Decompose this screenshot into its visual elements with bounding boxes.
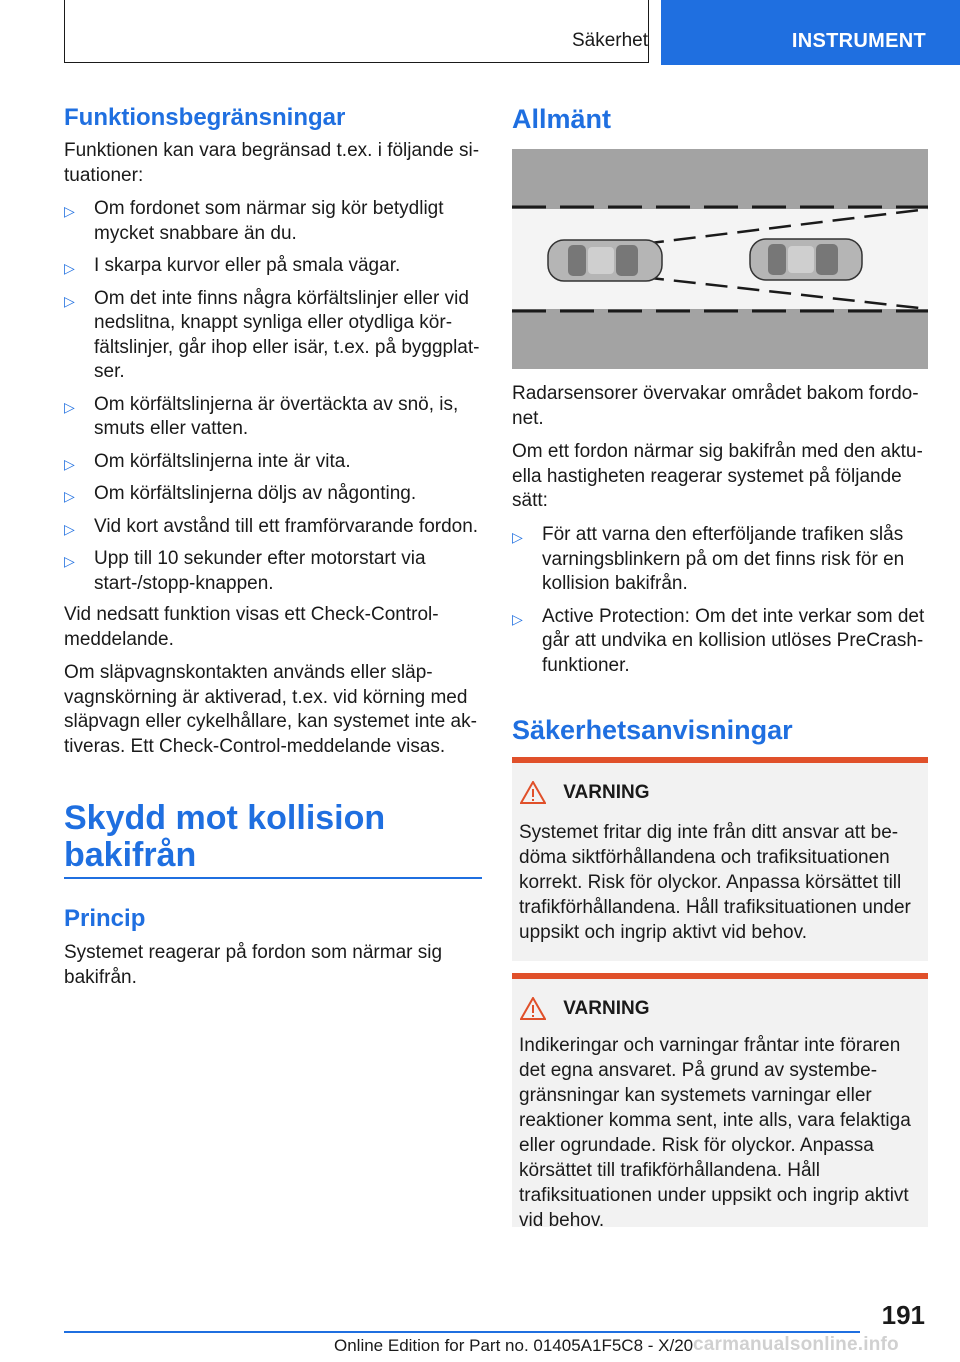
warning-text: Systemet fritar dig inte från ditt ansvar att bedöma siktförhållandena och trafiksituationen korrekt. Risk för olyckor. Anpassa körsättet till trafikförhållandena. Håll trafiksituationen under uppsikt och ingrip aktivt vid behov. (519, 822, 911, 943)
triangle-bullet-icon: ▷ (64, 488, 75, 504)
principle-text: Systemet reagerar på fordon som närmar sig bakifrån. (64, 942, 443, 988)
header-section-title: Säkerhet (571, 30, 648, 51)
warning-bar (512, 757, 928, 763)
list-item: ▷ Om fordonet som närmar sig kör betydligt mycket snabbare än du. (64, 198, 444, 244)
list-item: ▷ För att varna den efterföljande trafiken slås varningsblinkern på om det finns risk för en kollision bakifrån. (512, 524, 905, 594)
list-item: ▷ Om körfältslinjerna inte är vita. (64, 450, 482, 475)
general-paragraph-2: Om ett fordon närmar sig bakifrån med den aktuella hastigheten reagerar systemet på följande sätt: (512, 441, 923, 511)
warning-text: Indikeringar och varningar fråntar inte föraren det egna ansvaret. På grund av systembegränsningar kan systemets varningar eller reaktioner komma sent, inte alls, vara felaktiga eller ogrundade. Risk för olyckor. Anpassa körsättet till trafikförhållandena. Håll trafiksituationen under uppsikt och ingrip aktivt vid behov. (519, 1035, 911, 1231)
triangle-bullet-icon: ▷ (64, 455, 75, 472)
warning-header (520, 997, 650, 1020)
list-item: ▷ Upp till 10 sekunder efter motorstart via start-/stopp-knappen. (64, 548, 426, 594)
general-paragraph-1: Radarsensorer övervakar området bakom fordonet. (512, 383, 919, 429)
header-chapter-tab[interactable]: INSTRUMENT (661, 0, 960, 65)
main-heading: Skydd mot kollision bakifrån (64, 799, 386, 874)
limits-list (64, 197, 482, 604)
header-frame (64, 0, 649, 63)
triangle-bullet-icon: ▷ (512, 529, 523, 545)
warning-label: VARNING (563, 781, 650, 803)
watermark: carmanualsonline.info (693, 1334, 899, 1355)
heading-rule (64, 877, 482, 879)
triangle-bullet-icon: ▷ (64, 398, 75, 415)
triangle-bullet-icon: ▷ (64, 203, 75, 219)
page-number: 191 (881, 1300, 925, 1330)
limits-paragraph-1: Vid nedsatt funktion visas ett Check-Control-meddelande. (64, 604, 439, 650)
list-item: ▷ Active Protection: Om det inte verkar som det går att undvika en kollision utlöses PreCrash-funktioner. (512, 605, 925, 676)
warning-header (520, 781, 650, 804)
triangle-bullet-icon: ▷ (64, 260, 75, 276)
road-cars-illustration (512, 149, 928, 369)
list-item: ▷ Vid kort avstånd till ett framförvarande fordon. (64, 515, 482, 540)
warning-box-2 (512, 973, 928, 1231)
safety-heading: Säkerhetsanvisningar (512, 715, 793, 745)
triangle-bullet-icon: ▷ (512, 610, 523, 627)
warning-triangle-icon (520, 781, 546, 804)
list-item: ▷ Om det inte finns några körfältslinjer eller vid nedslitna, knappt synliga eller otydliga körfältslinjer, går ihop eller isär, t.ex. på byggplatser. (64, 287, 480, 382)
list-item: ▷ I skarpa kurvor eller på smala vägar. (64, 254, 482, 279)
limits-intro: Funktionen kan vara begränsad t.ex. i följande situationer: (64, 140, 480, 186)
warning-box-1 (512, 757, 928, 961)
footer-rule (64, 1331, 860, 1333)
triangle-bullet-icon: ▷ (64, 292, 75, 309)
limits-heading: Funktionsbegränsningar (64, 104, 346, 131)
triangle-bullet-icon: ▷ (64, 520, 75, 537)
warning-label: VARNING (563, 997, 650, 1019)
general-heading: Allmänt (512, 104, 612, 134)
list-item: ▷ Om körfältslinjerna är övertäckta av snö, is, smuts eller vatten. (64, 393, 459, 439)
warning-bar (512, 973, 928, 979)
triangle-bullet-icon: ▷ (64, 553, 75, 569)
general-list (512, 523, 928, 686)
rear-collision-illustration (512, 149, 928, 369)
warning-triangle-icon (520, 997, 546, 1020)
list-item: ▷ Om körfältslinjerna döljs av någonting. (64, 482, 482, 507)
footer-edition: Online Edition for Part no. 01405A1F5C8 - X/20 (334, 1336, 694, 1355)
limits-paragraph-2: Om släpvagnskontakten används eller släpvagnskörning är aktiverad, t.ex. vid körning med släpvagn eller cykelhållare, kan systemet inte aktiveras. Ett Check-Control-meddelande visas. (64, 662, 477, 757)
principle-heading: Princip (64, 905, 146, 932)
